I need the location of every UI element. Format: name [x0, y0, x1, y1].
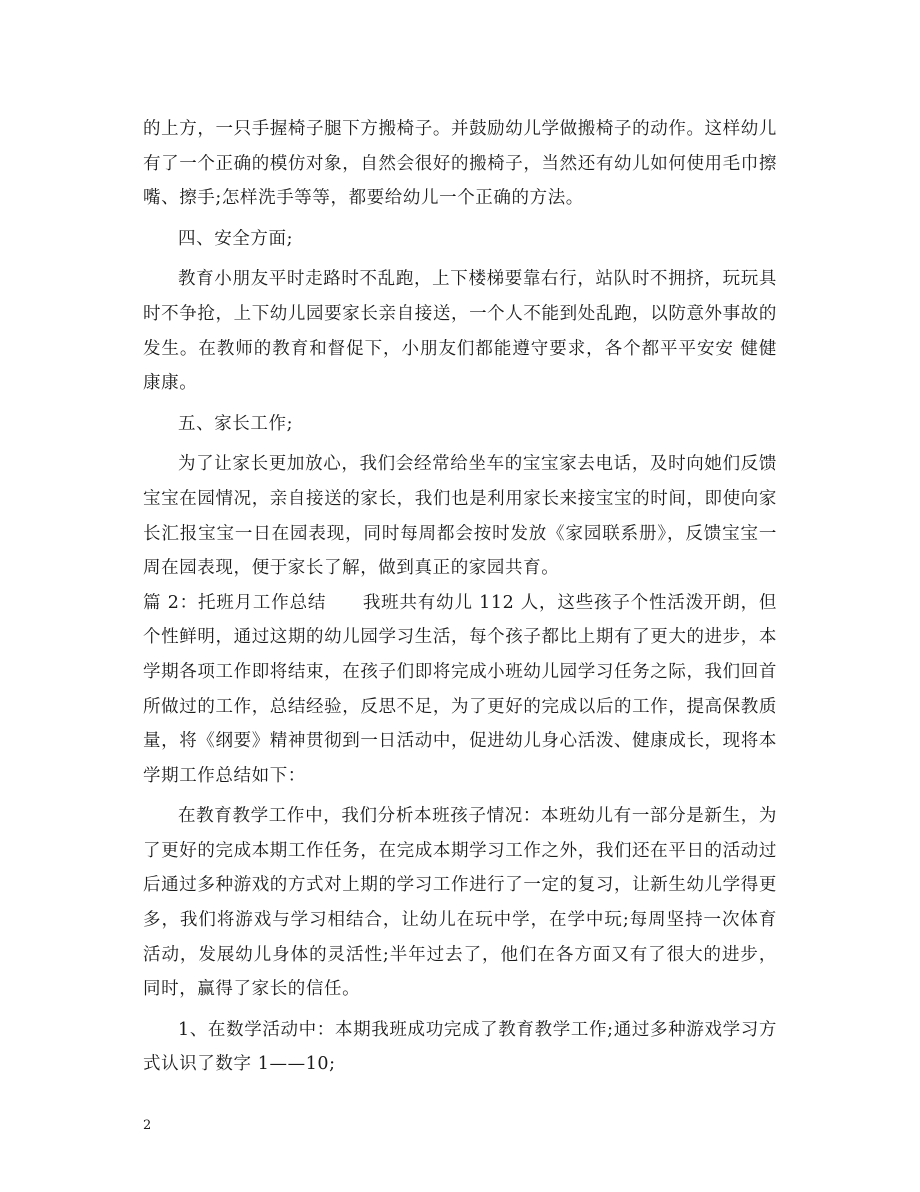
paragraph-parent-work: 为了让家长更加放心，我们会经常给坐车的宝宝家去电话，及时向她们反馈宝宝在园情况，亲自接送的家长，我们也是利用家长来接宝宝的时间，即使向家长汇报宝宝一日在园表现，同时每周都会按时发放《家园联系册》，反馈宝宝一周在园表现，便于家长了解，做到真正的家园共育。 — [143, 454, 777, 579]
page-number: 2 — [143, 1118, 152, 1133]
paragraph-teaching-work: 在教育教学工作中，我们分析本班孩子情况：本班幼儿有一部分是新生，为了更好的完成本期工作任务，在完成本期学习工作之外，我们还在平日的活动过后通过多种游戏的方式对上期的学习工作进行了一定的复习，让新生幼儿学得更多，我们将游戏与学习相结合，让幼儿在玩中学，在学中玩;每周坚持一次体育活动，发展幼儿身体的灵活性;半年过去了，他们在各方面又有了很大的进步，同时，赢得了家长的信任。 — [143, 806, 777, 1000]
heading-parent-work: 五、家长工作; — [178, 413, 294, 434]
heading-safety: 四、安全方面; — [178, 228, 294, 249]
paragraph-math-activity: 1、在数学活动中：本期我班成功完成了教育教学工作;通过多种游戏学习方式认识了数字 1——10; — [143, 1019, 777, 1075]
paragraph-article-2: 篇 2：托班月工作总结 我班共有幼儿 112 人，这些孩子个性活泼开朗，但个性鲜明，通过这期的幼儿园学习生活，每个孩子都比上期有了更大的进步，本学期各项工作即将结束，在孩子们即将完成小班幼儿园学习任务之际，我们回首所做过的工作，总结经验，反思不足，为了更好的完成以后的工作，提高保教质量，将《纲要》精神贯彻到一日活动中，促进幼儿身心活泼、健康成长，现将本学期工作总结如下： — [143, 592, 777, 786]
paragraph-safety: 教育小朋友平时走路时不乱跑，上下楼梯要靠右行，站队时不拥挤，玩玩具时不争抢，上下幼儿园要家长亲自接送，一个人不能到处乱跑，以防意外事故的发生。在教师的教育和督促下，小朋友们都能遵守要求，各个都平平安安 健健康康。 — [143, 269, 777, 394]
paragraph-chair-moving: 的上方，一只手握椅子腿下方搬椅子。并鼓励幼儿学做搬椅子的动作。这样幼儿有了一个正确的模仿对象，自然会很好的搬椅子，当然还有幼儿如何使用毛巾擦嘴、擦手;怎样洗手等等，都要给幼儿一个正确的方法。 — [143, 119, 777, 209]
document-body — [143, 112, 777, 1082]
